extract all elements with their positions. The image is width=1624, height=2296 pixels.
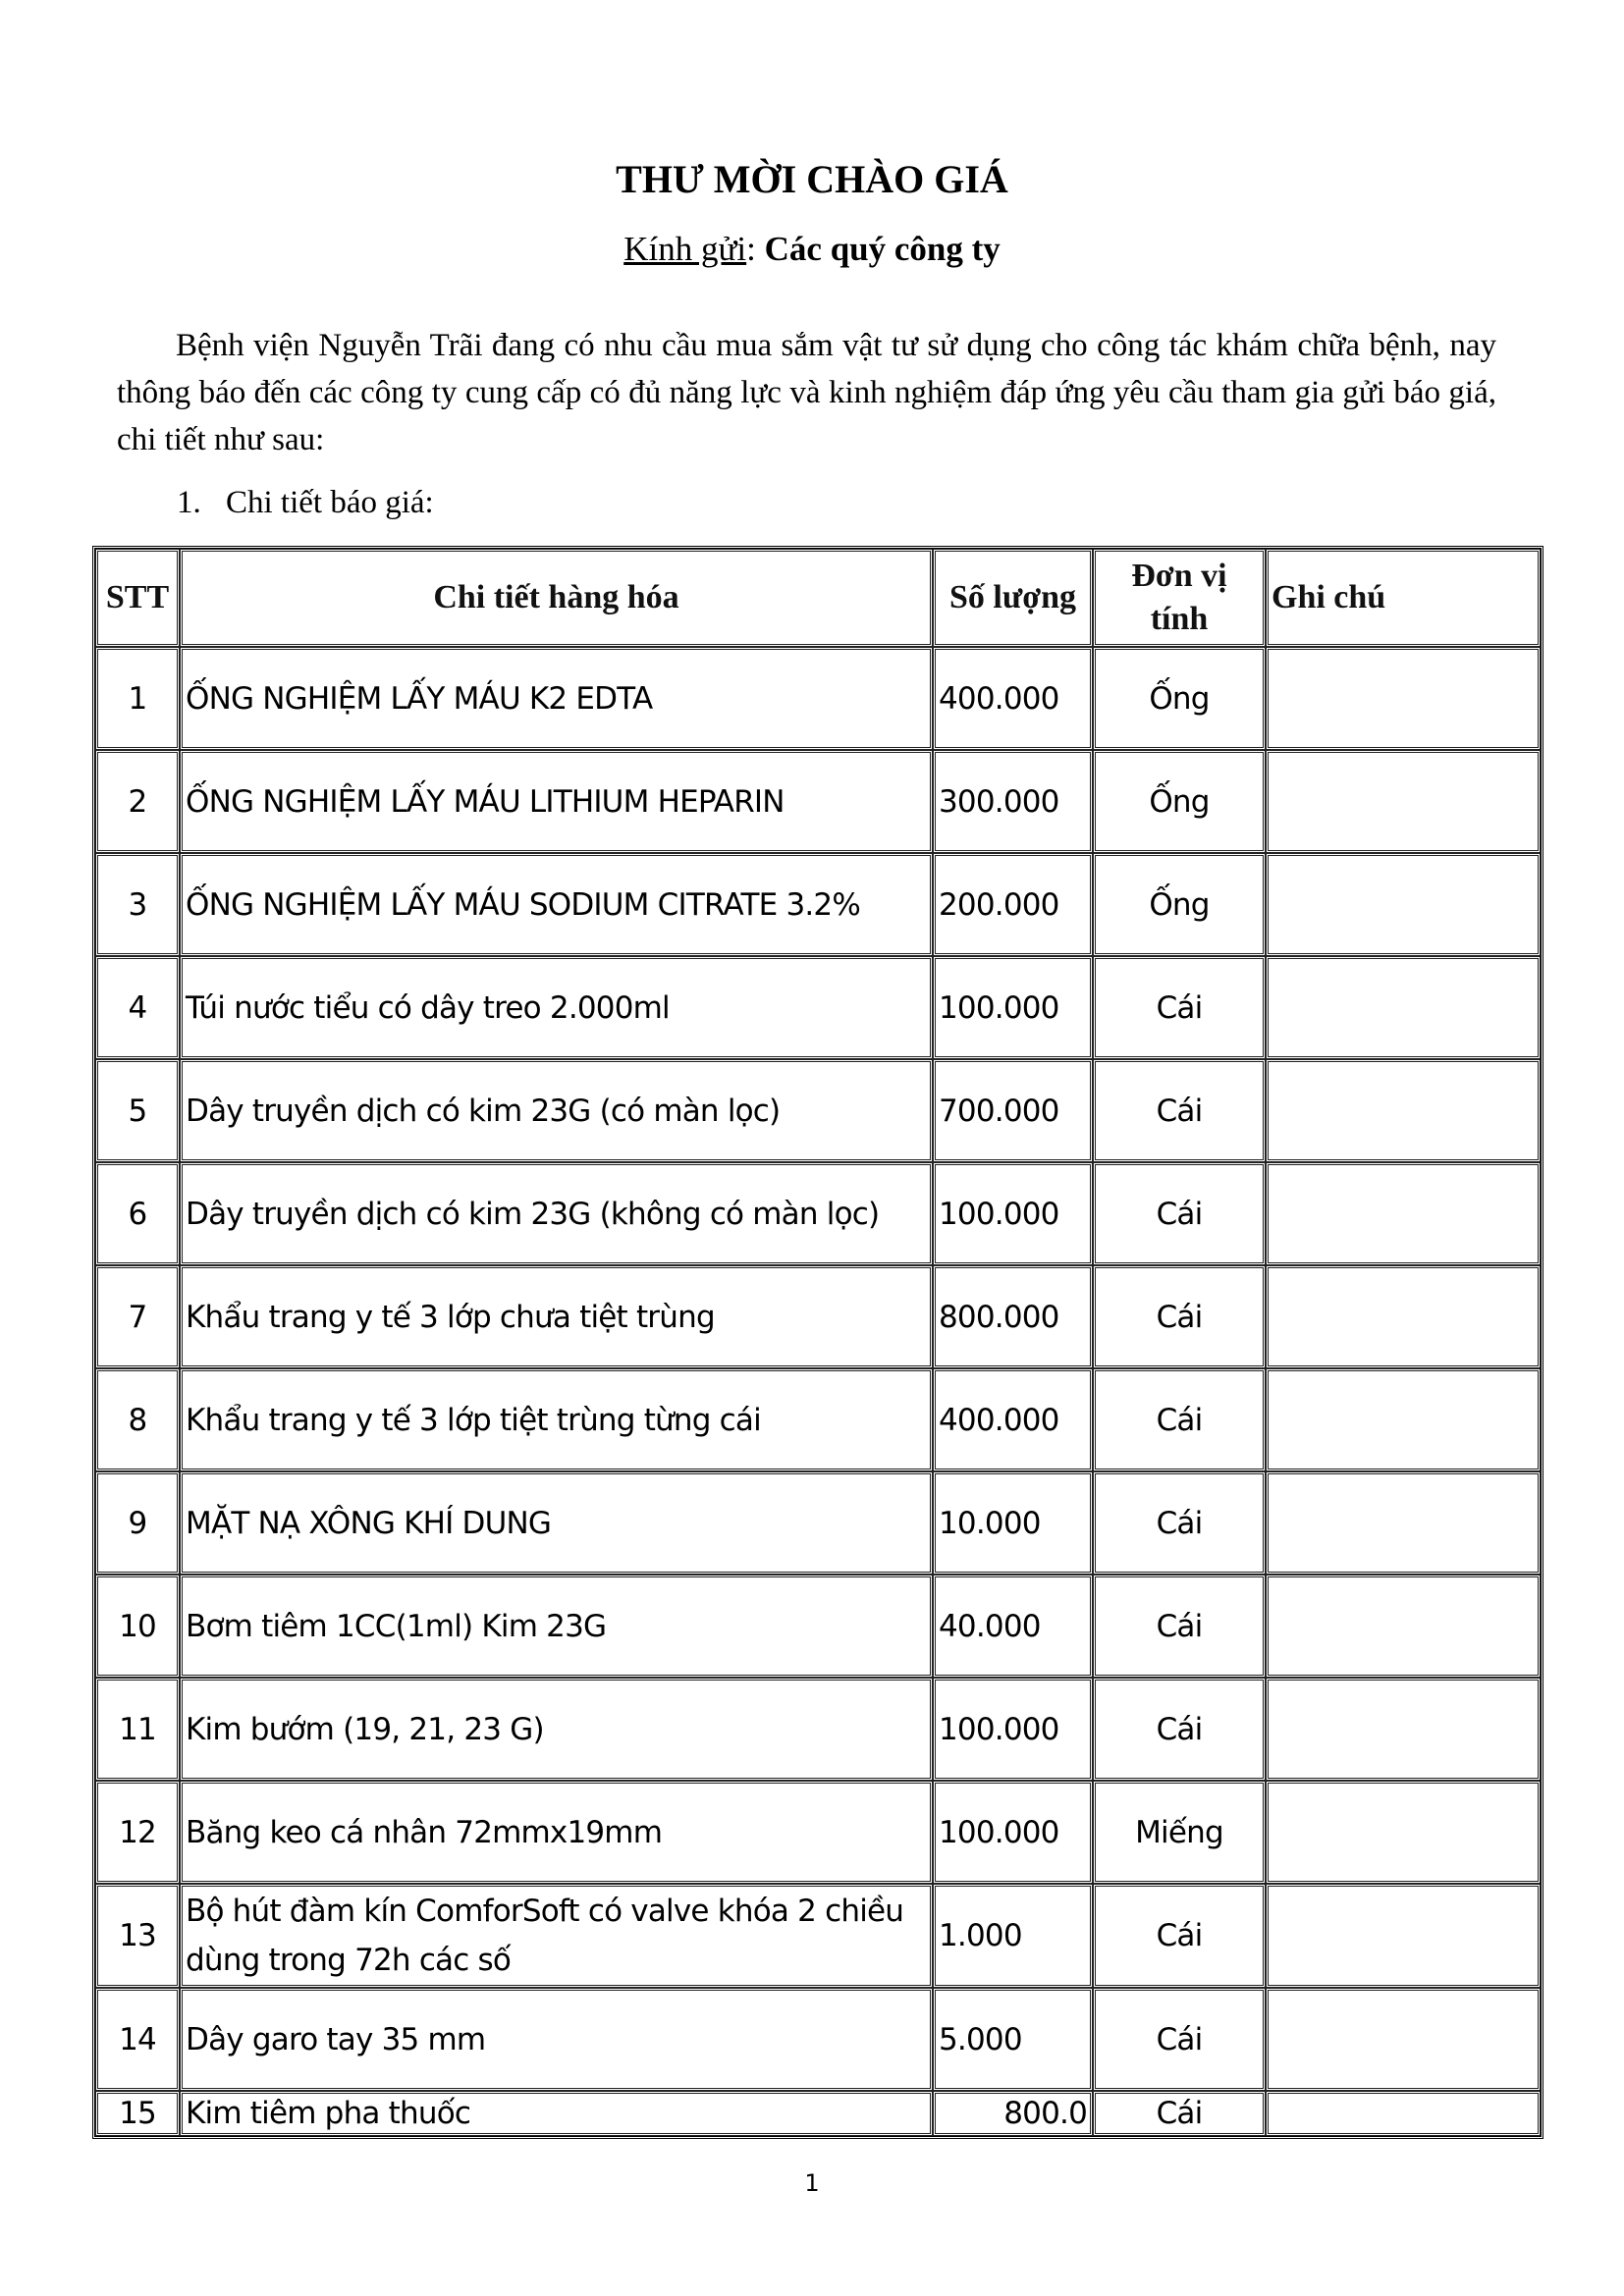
table-row (95, 750, 1541, 853)
row-item-name: Dây garo tay 35 mm (180, 1988, 933, 2091)
document-title: THƯ MỜI CHÀO GIÁ (616, 157, 1008, 201)
row-quantity: 10.000 (933, 1471, 1093, 1575)
row-unit: Ống (1093, 750, 1266, 853)
row-unit: Cái (1093, 1162, 1266, 1265)
row-stt: 2 (95, 750, 180, 853)
row-quantity: 400.000 (933, 647, 1093, 750)
section-number: 1. (177, 485, 201, 520)
row-quantity: 800.000 (933, 1265, 1093, 1368)
row-stt: 5 (95, 1059, 180, 1162)
row-stt: 15 (95, 2091, 180, 2136)
row-unit: Ống (1093, 853, 1266, 956)
row-item-name: Kim tiêm pha thuốc (180, 2091, 933, 2136)
table-row (95, 1471, 1541, 1575)
row-quantity: 1.000 (933, 1884, 1093, 1988)
row-stt: 1 (95, 647, 180, 750)
header-item-details: Chi tiết hàng hóa (180, 549, 933, 647)
row-unit: Cái (1093, 1575, 1266, 1678)
row-unit: Miếng (1093, 1781, 1266, 1884)
row-item-name: Khẩu trang y tế 3 lớp chưa tiệt trùng (180, 1265, 933, 1368)
row-item-name: Bơm tiêm 1CC(1ml) Kim 23G (180, 1575, 933, 1678)
intro-paragraph: Bệnh viện Nguyễn Trãi đang có nhu cầu mua sắm vật tư sử dụng cho công tác khám chữa bệnh, nay thông báo đến các công ty cung cấp có đủ năng lực và kinh nghiệm đáp ứng yêu cầu tham gia gửi báo giá, chi tiết như sau: (117, 328, 1496, 457)
row-note (1266, 1265, 1541, 1368)
row-quantity: 200.000 (933, 853, 1093, 956)
row-item-name: MẶT NẠ XÔNG KHÍ DUNG (180, 1471, 933, 1575)
section-title: Chi tiết báo giá: (226, 485, 434, 520)
table-row (95, 1884, 1541, 1988)
row-note (1266, 956, 1541, 1059)
table-row (95, 1162, 1541, 1265)
table-header-row (95, 549, 1541, 647)
row-item-name: Kim bướm (19, 21, 23 G) (180, 1678, 933, 1781)
row-quantity: 5.000 (933, 1988, 1093, 2091)
row-unit: Cái (1093, 1988, 1266, 2091)
table-row (95, 853, 1541, 956)
row-item-name: ỐNG NGHIỆM LẤY MÁU K2 EDTA (180, 647, 933, 750)
table-row (95, 1265, 1541, 1368)
row-quantity: 800.0 (933, 2091, 1093, 2136)
row-note (1266, 1781, 1541, 1884)
table-row (95, 1678, 1541, 1781)
row-unit: Ống (1093, 647, 1266, 750)
row-note (1266, 1678, 1541, 1781)
row-unit: Cái (1093, 1678, 1266, 1781)
row-note (1266, 853, 1541, 956)
header-stt: STT (95, 549, 180, 647)
row-quantity: 100.000 (933, 1162, 1093, 1265)
row-stt: 14 (95, 1988, 180, 2091)
row-note (1266, 1471, 1541, 1575)
row-stt: 8 (95, 1368, 180, 1471)
row-unit: Cái (1093, 1471, 1266, 1575)
row-stt: 6 (95, 1162, 180, 1265)
quote-table (92, 546, 1543, 2139)
row-note (1266, 1575, 1541, 1678)
table-row (95, 1988, 1541, 2091)
row-stt: 7 (95, 1265, 180, 1368)
row-note (1266, 1884, 1541, 1988)
header-quantity: Số lượng (933, 549, 1093, 647)
row-unit: Cái (1093, 956, 1266, 1059)
row-item-name: Khẩu trang y tế 3 lớp tiệt trùng từng cái (180, 1368, 933, 1471)
row-quantity: 40.000 (933, 1575, 1093, 1678)
row-item-name: Dây truyền dịch có kim 23G (không có màn lọc) (180, 1162, 933, 1265)
row-item-name: ỐNG NGHIỆM LẤY MÁU LITHIUM HEPARIN (180, 750, 933, 853)
salutation (0, 228, 1624, 271)
table-row (95, 1575, 1541, 1678)
row-stt: 9 (95, 1471, 180, 1575)
row-stt: 13 (95, 1884, 180, 1988)
page-number: 1 (804, 2169, 820, 2197)
row-quantity: 300.000 (933, 750, 1093, 853)
row-unit: Cái (1093, 1059, 1266, 1162)
row-item-name: Túi nước tiểu có dây treo 2.000ml (180, 956, 933, 1059)
row-note (1266, 1988, 1541, 2091)
row-stt: 3 (95, 853, 180, 956)
row-stt: 4 (95, 956, 180, 1059)
row-note (1266, 750, 1541, 853)
table-row (95, 647, 1541, 750)
row-stt: 12 (95, 1781, 180, 1884)
row-unit: Cái (1093, 1368, 1266, 1471)
row-item-name: ỐNG NGHIỆM LẤY MÁU SODIUM CITRATE 3.2% (180, 853, 933, 956)
row-quantity: 400.000 (933, 1368, 1093, 1471)
header-note: Ghi chú (1266, 549, 1541, 647)
table-row (95, 2091, 1541, 2136)
table-row (95, 1781, 1541, 1884)
salutation-separator: : (746, 230, 765, 268)
section-heading (177, 479, 434, 526)
row-item-name: Băng keo cá nhân 72mmx19mm (180, 1781, 933, 1884)
salutation-label: Kính gửi (623, 230, 747, 268)
row-note (1266, 2091, 1541, 2136)
row-quantity: 100.000 (933, 956, 1093, 1059)
row-note (1266, 1162, 1541, 1265)
row-note (1266, 1059, 1541, 1162)
row-stt: 11 (95, 1678, 180, 1781)
salutation-recipient: Các quý công ty (764, 230, 1001, 268)
row-item-name: Dây truyền dịch có kim 23G (có màn lọc) (180, 1059, 933, 1162)
row-note (1266, 1368, 1541, 1471)
row-quantity: 700.000 (933, 1059, 1093, 1162)
row-unit: Cái (1093, 1265, 1266, 1368)
table-row (95, 1368, 1541, 1471)
row-quantity: 100.000 (933, 1678, 1093, 1781)
row-stt: 10 (95, 1575, 180, 1678)
header-unit: Đơn vị tính (1093, 549, 1266, 647)
row-unit: Cái (1093, 2091, 1266, 2136)
row-quantity: 100.000 (933, 1781, 1093, 1884)
row-item-name: Bộ hút đàm kín ComforSoft có valve khóa 2 chiều dùng trong 72h các số (180, 1884, 933, 1988)
row-unit: Cái (1093, 1884, 1266, 1988)
table-row (95, 1059, 1541, 1162)
table-row (95, 956, 1541, 1059)
row-note (1266, 647, 1541, 750)
